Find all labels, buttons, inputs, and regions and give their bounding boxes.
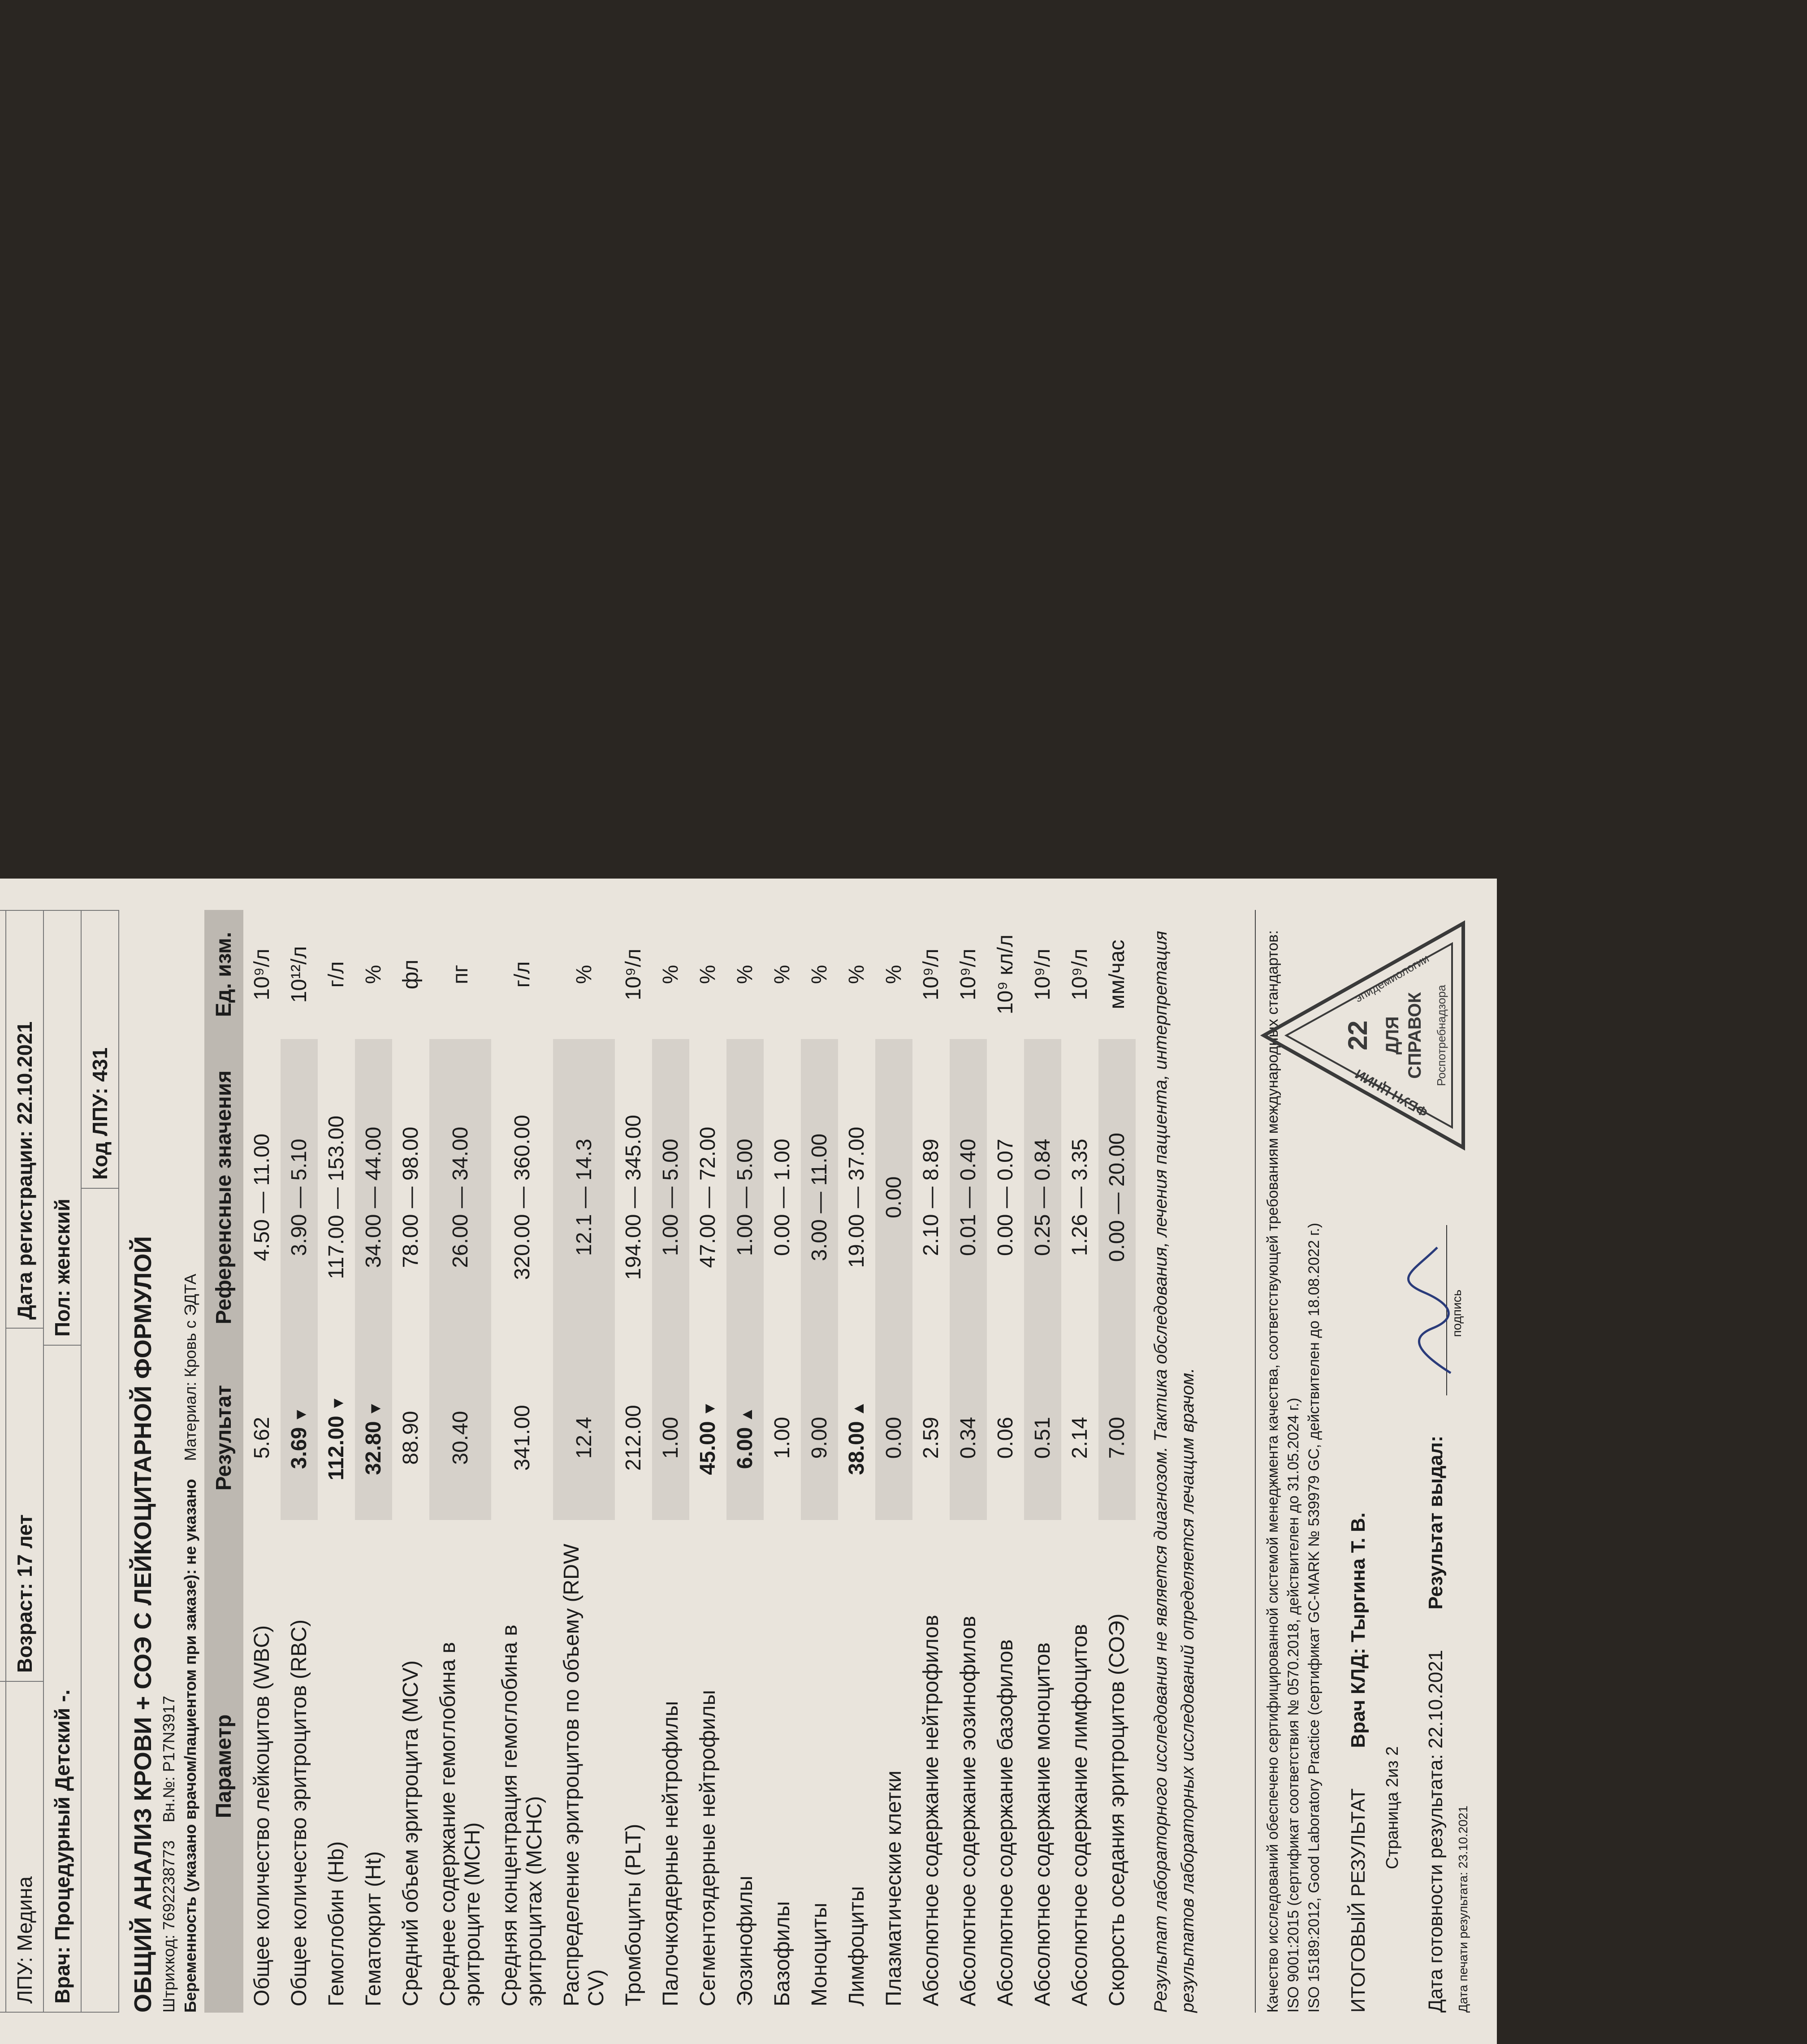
- table-row: [987, 910, 1024, 2013]
- reference-cell: [615, 1039, 652, 1356]
- unit-cell-text: %: [808, 965, 831, 984]
- unit-cell: [764, 910, 801, 1039]
- table-row: [318, 910, 355, 2013]
- unit-cell: [801, 910, 838, 1039]
- unit-cell-text: 10⁹/л: [622, 948, 645, 1000]
- param-cell-text: Тромбоциты (PLT): [622, 1823, 645, 2006]
- result-cell-text: 45.00: [696, 1421, 720, 1475]
- param-cell-text: Лимфоциты: [845, 1886, 869, 2006]
- unit-cell: [652, 910, 689, 1039]
- reference-cell-text: 3.90 — 5.10: [287, 1139, 311, 1256]
- quality-line-1: Качество исследований обеспечено сертифицированной системой менеджмента качества, соответствующей требованиям международных стандартов:: [1264, 930, 1281, 2013]
- table-row: [281, 910, 318, 2013]
- unit-cell-text: г/л: [324, 961, 348, 988]
- meta-row-2: [181, 910, 200, 2013]
- material: Материал: Кровь с ЭДТА: [181, 1273, 199, 1461]
- result-cell: [652, 1355, 689, 1520]
- document-sheet: [0, 879, 1497, 2044]
- unit-cell: [281, 910, 318, 1039]
- param-cell-text: Абсолютное содержание лимфоцитов: [1068, 1624, 1092, 2006]
- param-cell: [838, 1520, 875, 2013]
- result-cell: [838, 1355, 875, 1520]
- reference-cell: [1024, 1039, 1061, 1356]
- reference-cell: [652, 1039, 689, 1356]
- table-row: [243, 910, 281, 2013]
- param-cell-text: Сегментоядерные нейтрофилы: [696, 1690, 720, 2006]
- table-row: [912, 910, 950, 2013]
- table-row: [801, 910, 838, 2013]
- param-cell-text: Абсолютное содержание нейтрофилов: [919, 1615, 943, 2006]
- doctor-kld: Врач КЛД: Тыргина Т. В.: [1347, 1512, 1369, 1748]
- result-cell-text: 30.40: [448, 1411, 472, 1465]
- result-cell: [318, 1355, 355, 1520]
- reference-cell: [318, 1039, 355, 1356]
- reference-cell: [553, 1039, 615, 1356]
- result-cell-text: 12.4: [572, 1416, 596, 1459]
- result-cell-text: 32.80: [362, 1421, 385, 1475]
- result-cell-text: 2.59: [919, 1416, 943, 1459]
- param-cell: [912, 1520, 950, 2013]
- unit-cell-text: 10⁹/л: [1031, 948, 1055, 1000]
- unit-cell-text: %: [770, 965, 794, 984]
- reference-cell: [1061, 1039, 1098, 1356]
- result-cell: [392, 1355, 429, 1520]
- result-cell-text: 2.14: [1068, 1416, 1092, 1459]
- param-cell-text: Базофилы: [770, 1901, 794, 2006]
- unit-cell: [1061, 910, 1098, 1039]
- param-cell: [689, 1520, 726, 2013]
- final-result-label: ИТОГОВЫЙ РЕЗУЛЬТАТ: [1347, 1788, 1369, 2013]
- table-row: [553, 910, 615, 2013]
- disclaimer: [1147, 910, 1201, 2013]
- reference-cell-text: 34.00 — 44.00: [362, 1126, 385, 1268]
- param-cell-text: Среднее содержание гемоглобина в эритроците (MCH): [436, 1642, 484, 2006]
- table-row: [1098, 910, 1136, 2013]
- reference-cell-text: 0.00: [882, 1176, 906, 1218]
- unit-cell-text: 10⁹/л: [250, 948, 274, 1000]
- table-row: [615, 910, 652, 2013]
- reference-cell: [392, 1039, 429, 1356]
- table-header-row: [204, 910, 243, 2013]
- unit-cell-text: фл: [399, 959, 423, 990]
- param-cell-text: Абсолютное содержание моноцитов: [1031, 1642, 1055, 2006]
- unit-cell: [429, 910, 491, 1039]
- unit-cell-text: 10⁹/л: [956, 948, 980, 1000]
- param-cell: [392, 1520, 429, 2013]
- stamp-text-1: ДЛЯ: [1383, 1016, 1402, 1055]
- param-cell: [1098, 1520, 1136, 2013]
- reference-cell: [875, 1039, 912, 1356]
- result-cell-text: 1.00: [659, 1416, 683, 1459]
- arrow-down-icon: ▼: [291, 1407, 310, 1423]
- reference-cell: [1098, 1039, 1136, 1356]
- arrow-down-icon: ▼: [329, 1395, 347, 1412]
- param-cell: [764, 1520, 801, 2013]
- arrow-up-icon: ▲: [737, 1407, 756, 1423]
- unit-cell: [726, 910, 764, 1039]
- stamp-text-4: ФБУН ЦНИИ: [1353, 1066, 1431, 1120]
- param-cell-text: Скорость оседания эритроцитов (СОЭ): [1105, 1613, 1129, 2006]
- reference-cell-text: 2.10 — 8.89: [919, 1139, 943, 1256]
- reference-cell-text: 320.00 — 360.00: [510, 1115, 534, 1280]
- unit-cell: [243, 910, 281, 1039]
- param-cell: [243, 1520, 281, 2013]
- reference-cell-text: 1.26 — 3.35: [1068, 1139, 1092, 1256]
- barcode: Штрихкод: 7692238773: [160, 1840, 178, 2013]
- patient-header: [0, 910, 119, 2013]
- result-cell: [1024, 1355, 1061, 1520]
- disclaimer-line-2: результатов лабораторных исследований определяется лечащим врачом.: [1178, 1368, 1197, 2013]
- print-date: Дата печати результата: 23.10.2021: [1456, 1806, 1470, 2013]
- result-cell-text: 212.00: [622, 1405, 645, 1471]
- col-unit: Ед. изм.: [204, 910, 243, 1039]
- result-cell: [243, 1355, 281, 1520]
- unit-cell: [392, 910, 429, 1039]
- unit-cell: [875, 910, 912, 1039]
- unit-cell-text: %: [362, 965, 385, 984]
- param-cell: [1061, 1520, 1098, 2013]
- param-cell-text: Палочкоядерные нейтрофилы: [659, 1701, 683, 2006]
- table-row: [764, 910, 801, 2013]
- reference-cell-text: 26.00 — 34.00: [448, 1126, 472, 1268]
- reference-cell-text: 3.00 — 11.00: [808, 1133, 831, 1261]
- reference-cell-text: 117.00 — 153.00: [324, 1115, 348, 1279]
- unit-cell-text: 10⁹ кл/л: [994, 934, 1017, 1015]
- result-cell: [726, 1355, 764, 1520]
- table-row: [355, 910, 392, 2013]
- signature-line: [1446, 1225, 1464, 1395]
- quality-line-2: ISO 9001:2015 (сертификат соответствия № 0570.2018, действителен до 31.05.2024 г.): [1284, 1398, 1302, 2013]
- arrow-down-icon: ▼: [366, 1400, 384, 1417]
- unit-cell-text: 10¹²/л: [287, 946, 311, 1003]
- unit-cell: [491, 910, 553, 1039]
- unit-cell-text: г/л: [510, 961, 534, 988]
- param-cell-text: Абсолютное содержание базофилов: [994, 1639, 1017, 2006]
- table-row: [491, 910, 553, 2013]
- table-row: [726, 910, 764, 2013]
- col-param: Параметр: [204, 1520, 243, 2013]
- result-cell-text: 88.90: [399, 1411, 423, 1465]
- result-cell-text: 0.34: [956, 1416, 980, 1459]
- result-cell-text: 0.51: [1031, 1416, 1055, 1459]
- unit-cell: [950, 910, 987, 1039]
- unit-cell: [689, 910, 726, 1039]
- param-cell-text: Плазматические клетки: [882, 1770, 906, 2006]
- unit-cell: [553, 910, 615, 1039]
- unit-cell-text: %: [696, 965, 720, 984]
- lpu: ЛПУ: Медина: [6, 1681, 43, 2012]
- table-row: [950, 910, 987, 2013]
- result-cell-text: 0.00: [882, 1416, 906, 1459]
- reference-cell: [355, 1039, 392, 1356]
- reference-cell: [950, 1039, 987, 1356]
- lpu-code: Код ЛПУ: 431: [88, 1047, 112, 1180]
- result-cell: [491, 1355, 553, 1520]
- result-cell-text: 7.00: [1105, 1416, 1129, 1459]
- table-row: [392, 910, 429, 2013]
- table-row: [838, 910, 875, 2013]
- table-row: [689, 910, 726, 2013]
- result-cell: [355, 1355, 392, 1520]
- param-cell: [1024, 1520, 1061, 2013]
- reference-cell-text: 0.00 — 0.07: [994, 1139, 1017, 1256]
- patient-sex: Пол: женский: [51, 1199, 74, 1337]
- result-cell: [429, 1355, 491, 1520]
- unit-cell-text: %: [572, 965, 596, 984]
- reference-cell-text: 4.50 — 11.00: [250, 1133, 274, 1261]
- reference-cell: [912, 1039, 950, 1356]
- unit-cell: [318, 910, 355, 1039]
- ready-date: Дата готовности результата: 22.10.2021: [1424, 1650, 1447, 2013]
- reference-cell: [243, 1039, 281, 1356]
- unit-cell-text: %: [845, 965, 869, 984]
- unit-cell: [987, 910, 1024, 1039]
- reference-cell-text: 0.01 — 0.40: [956, 1139, 980, 1256]
- param-cell-text: Общее количество эритроцитов (RBC): [287, 1619, 311, 2006]
- page-title: ОБЩИЙ АНАЛИЗ КРОВИ + СОЭ С ЛЕЙКОЦИТАРНОЙ ФОРМУЛОЙ: [130, 1236, 156, 2013]
- unit-cell-text: пг: [448, 965, 472, 984]
- param-cell: [950, 1520, 987, 2013]
- param-cell: [281, 1520, 318, 2013]
- result-cell-text: 9.00: [808, 1416, 831, 1459]
- param-cell-text: Моноциты: [808, 1902, 831, 2006]
- reference-cell-text: 1.00 — 5.00: [659, 1139, 683, 1256]
- reference-cell: [764, 1039, 801, 1356]
- reference-cell-text: 194.00 — 345.00: [622, 1115, 645, 1280]
- reference-cell: [726, 1039, 764, 1356]
- result-cell-text: 341.00: [510, 1405, 534, 1471]
- result-cell: [1098, 1355, 1136, 1520]
- reference-cell: [429, 1039, 491, 1356]
- issued-label: Результат выдал:: [1424, 1435, 1447, 1610]
- unit-cell: [615, 910, 652, 1039]
- meta-row: [160, 910, 178, 2013]
- table-row: [652, 910, 689, 2013]
- param-cell: [553, 1520, 615, 2013]
- lab-stamp: [1259, 919, 1470, 1152]
- result-cell-text: 1.00: [770, 1416, 794, 1459]
- result-cell: [987, 1355, 1024, 1520]
- param-cell: [318, 1520, 355, 2013]
- result-cell: [1061, 1355, 1098, 1520]
- reference-cell-text: 1.00 — 5.00: [733, 1139, 757, 1256]
- param-cell: [875, 1520, 912, 2013]
- result-cell-text: 5.62: [250, 1416, 274, 1459]
- page-number: Страница 2из 2: [1383, 1746, 1402, 1869]
- result-cell: [553, 1355, 615, 1520]
- param-cell: [355, 1520, 392, 2013]
- pregnancy: Беременность (указано врачом/пациентом при заказе): не указано: [181, 1479, 199, 2013]
- arrow-down-icon: ▼: [700, 1400, 718, 1417]
- reference-cell: [491, 1039, 553, 1356]
- unit-cell: [1098, 910, 1136, 1039]
- unit-cell-text: 10⁹/л: [1068, 948, 1092, 1000]
- registration-date: Дата регистрации: 22.10.2021: [13, 1021, 36, 1320]
- param-cell: [726, 1520, 764, 2013]
- inner-number: Вн.№: P17N3917: [160, 1696, 178, 1823]
- result-cell-text: 38.00: [845, 1421, 869, 1475]
- result-cell: [615, 1355, 652, 1520]
- results-table: [204, 910, 1136, 2013]
- reference-cell: [838, 1039, 875, 1356]
- col-ref: Референсные значения: [204, 1039, 243, 1356]
- col-result: Результат: [204, 1355, 243, 1520]
- result-cell-text: 6.00: [733, 1427, 757, 1469]
- reference-cell-text: 78.00 — 98.00: [399, 1126, 423, 1268]
- reference-cell-text: 47.00 — 72.00: [696, 1126, 720, 1268]
- unit-cell-text: %: [659, 965, 683, 984]
- result-cell-text: 0.06: [994, 1416, 1017, 1459]
- param-cell-text: Абсолютное содержание эозинофилов: [956, 1615, 980, 2006]
- result-cell: [801, 1355, 838, 1520]
- reference-cell-text: 12.1 — 14.3: [572, 1139, 596, 1256]
- param-cell: [801, 1520, 838, 2013]
- param-cell: [429, 1520, 491, 2013]
- patient-code: [0, 911, 5, 1681]
- patient-age: Возраст: 17 лет: [6, 1328, 43, 1681]
- unit-cell-text: мм/час: [1105, 940, 1129, 1009]
- unit-cell-text: 10⁹/л: [919, 948, 943, 1000]
- unit-cell-text: %: [733, 965, 757, 984]
- result-cell: [764, 1355, 801, 1520]
- table-row: [1024, 910, 1061, 2013]
- reference-cell: [801, 1039, 838, 1356]
- result-cell: [689, 1355, 726, 1520]
- result-cell-text: 3.69: [287, 1427, 311, 1469]
- arrow-up-icon: ▲: [849, 1400, 867, 1417]
- reference-cell-text: 19.00 — 37.00: [845, 1126, 869, 1268]
- reference-cell-text: 0.00 — 20.00: [1105, 1133, 1129, 1262]
- birth-date: [0, 1681, 5, 2012]
- param-cell-text: Средняя концентрация гемоглобина в эритроцитах (MCHC): [498, 1624, 546, 2006]
- param-cell-text: Гемоглобин (Hb): [324, 1841, 348, 2006]
- param-cell: [987, 1520, 1024, 2013]
- result-cell: [875, 1355, 912, 1520]
- reference-cell: [281, 1039, 318, 1356]
- unit-cell: [838, 910, 875, 1039]
- reference-cell: [689, 1039, 726, 1356]
- table-row: [429, 910, 491, 2013]
- table-row: [1061, 910, 1098, 2013]
- quality-line-3: ISO 15189:2012, Good Laboratory Practice (сертификат GC-MARK № 539979 GC, действителен до 18.08.2022 г.): [1305, 1223, 1323, 2013]
- disclaimer-line-1: Результат лабораторного исследования не является диагнозом. Тактика обследования, лечения пациента, интерпретация: [1151, 931, 1171, 2013]
- stamp-text-3: Роспотребнадзора: [1435, 984, 1448, 1087]
- param-cell-text: Гематокрит (Ht): [362, 1851, 385, 2006]
- result-cell-text: 112.00: [324, 1416, 348, 1481]
- unit-cell: [355, 910, 392, 1039]
- result-cell: [950, 1355, 987, 1520]
- reference-cell-text: 0.00 — 1.00: [770, 1139, 794, 1256]
- table-row: [875, 910, 912, 2013]
- param-cell-text: Общее количество лейкоцитов (WBC): [250, 1625, 274, 2006]
- reference-cell: [987, 1039, 1024, 1356]
- param-cell-text: Распределение эритроцитов по объему (RDW CV): [560, 1543, 608, 2006]
- result-cell: [912, 1355, 950, 1520]
- stamp-text-5: эпидемиологии: [1352, 951, 1431, 1005]
- param-cell: [615, 1520, 652, 2013]
- unit-cell-text: %: [882, 965, 906, 984]
- param-cell-text: Средний объем эритроцита (MCV): [399, 1660, 423, 2006]
- stamp-number: 22: [1343, 1020, 1373, 1051]
- unit-cell: [912, 910, 950, 1039]
- stamp-text-2: СПРАВОК: [1405, 992, 1425, 1079]
- result-cell: [281, 1355, 318, 1520]
- param-cell: [491, 1520, 553, 2013]
- signature-caption: подпись: [1449, 1289, 1464, 1337]
- doctor: Врач: Процедурный Детский -.: [44, 1345, 81, 2012]
- param-cell-text: Эозинофилы: [733, 1875, 757, 2006]
- reference-cell-text: 0.25 — 0.84: [1031, 1139, 1055, 1256]
- param-cell: [652, 1520, 689, 2013]
- unit-cell: [1024, 910, 1061, 1039]
